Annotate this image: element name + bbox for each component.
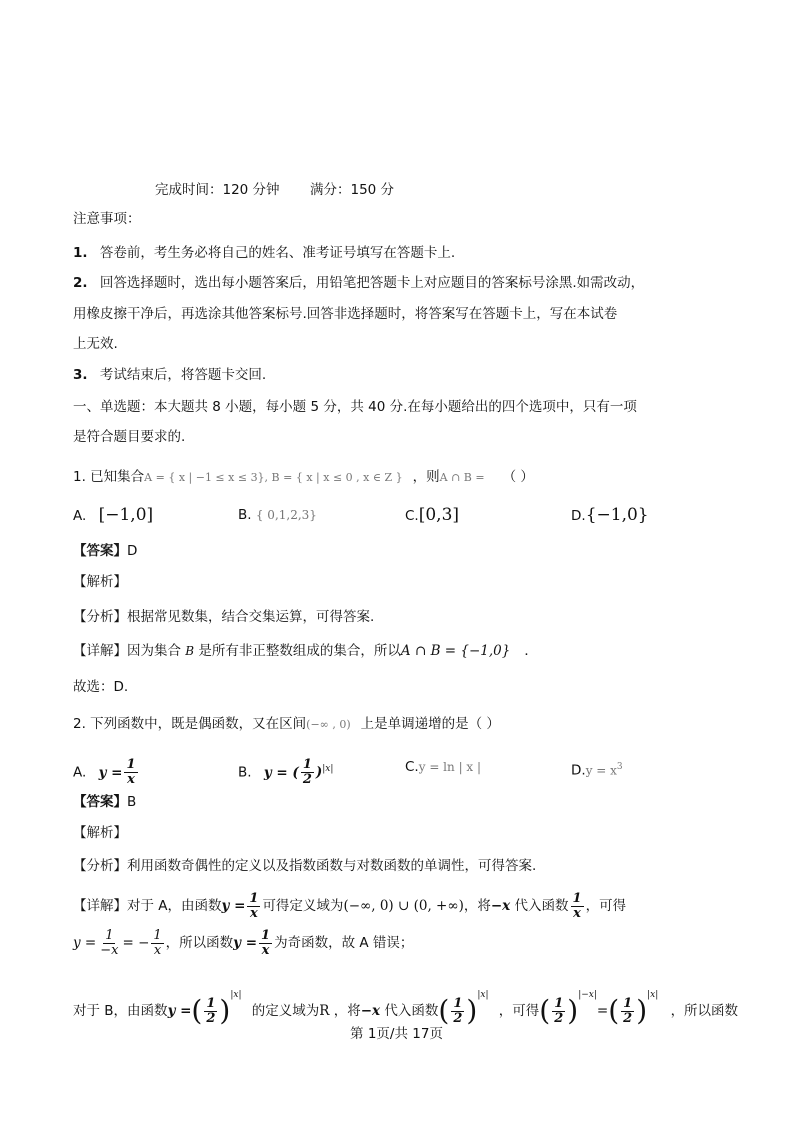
option-value: {−1,0} [585,505,649,525]
answer-value: B [127,794,137,810]
q2-option-c [405,758,481,776]
math-var: R [319,1003,330,1019]
right-paren: ) [636,994,648,1027]
exponent: |x| [477,990,489,1000]
option-label: B. [238,507,252,523]
denominator: −x [100,942,119,958]
fenxi-text: 利用函数奇偶性的定义以及指数函数与对数函数的单调性，可得答案. [127,858,537,874]
numerator: 1 [453,995,463,1011]
detail-text: 可得定义域为 [262,898,344,914]
detail-text: ． [524,643,538,659]
q2-option-a [73,758,140,787]
detail-text: 代入函数 [514,898,569,914]
detail-text: ，可得 [585,898,627,914]
denominator: 2 [302,772,312,787]
option-label: D. [571,508,586,524]
numerator: 1 [153,927,162,943]
right-paren: ) [466,994,478,1027]
notice-item-2-end: 上无效. [73,336,118,352]
numerator: 1 [126,757,136,772]
math-expr: y = [221,898,246,914]
notice-item-2-cont: 用橡皮擦干净后，再选涂其他答案标号.回答非选择题时，将答案写在答题卡上，写在本试卷 [73,306,618,322]
option-label: A. [73,764,87,781]
fraction [571,892,584,921]
question-text: 1. 已知集合 [73,469,145,485]
domain-expr: (−∞, 0) ∪ (0, +∞) [343,898,464,914]
detail-text: 因为集合 [127,643,181,659]
detail-text: 代入函数 [384,1003,439,1019]
denominator: 2 [623,1010,633,1026]
denominator: 2 [206,1010,216,1026]
option-label: A. [73,508,87,524]
denominator: x [127,772,135,787]
choose-line: 故选：D. [73,679,129,695]
exponent: |x| [322,764,334,774]
numerator: 1 [249,890,259,906]
fraction [124,758,137,787]
answer-paren: （ ） [502,469,534,485]
option-c [405,506,459,525]
full-score: 满分：150 分 [310,182,395,198]
option-label: B. [238,764,252,781]
notice-item-1 [73,244,455,262]
intersection-expr: A ∩ B = [439,471,485,484]
detail-tag: 【详解】 [73,898,127,914]
denominator: 2 [554,1010,564,1026]
math-var: −x [490,898,511,914]
interval: (−∞ , 0) [306,718,351,731]
right-paren: ) [219,994,231,1027]
numerator: 1 [105,927,114,943]
notice-num: 2. [73,275,88,291]
fenxi-tag: 【分析】 [73,858,127,874]
detail-line-3: 对于 B，由函数y =( $\frac{1}{2}$ )$^{|x|}$ 的定义域为R ，将−x 代入函数( $\frac{1}{2}$ )$^{|x|}$ ，可得( $\frac{1}{2}$ )$^{|-x|}$=( $\frac{1}{2}$ )$^{|x|}$ ，所以函数 [73,990,739,1027]
detail-line-1 [73,890,626,922]
answer-line [73,793,136,811]
question-text: ，则 [412,469,440,485]
numerator: 1 [572,890,582,906]
math-expr: = − [122,935,150,951]
left-paren: ( [438,994,450,1027]
exponent: |−x| [578,990,597,1000]
fenxi-line [73,857,536,875]
notice-item-3 [73,366,266,384]
option-value: y = x [585,763,617,778]
detail-text: 的定义域为 [251,1003,320,1019]
fraction [259,929,272,958]
detail-text: 对于 B，由函数 [73,1003,168,1019]
denominator: x [573,905,581,921]
notice-text: 回答选择题时，选出每小题答案后，用铅笔把答题卡上对应题目的答案标号涂黑.如需改动， [99,275,645,291]
section-heading: 一、单选题：本大题共 8 小题，每小题 5 分，共 40 分.在每小题给出的四个选项中，只有一项 [73,399,637,415]
page-footer: 第 1页/共 17页 [350,1026,443,1042]
option-value: y = ln | x | [418,760,482,774]
detail-line [73,642,538,660]
notice-text: 考试结束后，将答题卡交回. [99,367,267,383]
notice-text: 答卷前，考生务必将自己的姓名、准考证号填写在答题卡上. [99,245,456,261]
detail-text: ，所以函数 [165,935,234,951]
answer-line [73,542,137,560]
option-a [73,506,153,525]
fenxi-line [73,608,374,626]
detail-text: 对于 A，由函数 [127,898,222,914]
exponent: |x| [230,990,242,1000]
denominator: x [153,942,162,958]
answer-tag: 【答案】 [73,543,127,559]
left-paren: ( [608,994,620,1027]
option-d [571,506,649,525]
numerator: 1 [206,995,216,1011]
math-expr: y = [233,935,258,951]
math-var: −x [360,1003,381,1019]
math-expr: ) [315,764,323,781]
question-1-stem [73,468,534,487]
math-var: B [185,644,195,658]
notice-num: 3. [73,367,88,383]
detail-text: ，所以函数 [670,1003,739,1019]
fraction [247,892,260,921]
left-paren: ( [191,994,203,1027]
detail-text: ，将 [463,898,491,914]
option-value: { 0,1,2,3} [255,508,317,522]
math-expr: y = [73,935,97,951]
right-paren: ) [567,994,579,1027]
set-definition: A = { x | −1 ≤ x ≤ 3}, B = { x | x ≤ 0 , x ∈ Z } [144,471,403,484]
numerator: 1 [554,995,564,1011]
fraction [98,929,120,958]
exponent: 3 [616,762,623,772]
detail-text: ，可得 [498,1003,540,1019]
fenxi-tag: 【分析】 [73,609,127,625]
math-expr: A ∩ B = {−1,0} [400,643,511,659]
question-text: 2. 下列函数中，既是偶函数，又在区间 [73,716,307,732]
option-label: C. [405,759,419,775]
q2-option-d [571,758,623,780]
analysis-tag: 【解析】 [73,574,127,590]
analysis-tag: 【解析】 [73,825,127,841]
answer-value: D [127,543,138,559]
fraction [151,929,163,958]
numerator: 1 [261,927,271,943]
notice-title: 注意事项： [73,211,141,227]
detail-text: 为奇函数，故 A 错误； [274,935,414,951]
answer-tag: 【答案】 [73,794,127,810]
section-heading-cont: 是符合题目要求的. [73,429,186,445]
left-paren: ( [539,994,551,1027]
option-label: C. [405,508,419,524]
numerator: 1 [302,757,312,772]
detail-tag: 【详解】 [73,643,127,659]
option-value: [0,3] [418,505,460,525]
question-text: 上是单调递增的是（ ） [360,716,500,732]
option-label: D. [571,762,586,779]
math-expr: y = ( [263,764,299,781]
denominator: x [250,905,258,921]
math-expr: y = [167,1003,192,1019]
question-2-stem [73,715,500,734]
fraction [301,758,314,787]
denominator: 2 [453,1010,463,1026]
notice-num: 1. [73,245,88,261]
math-expr: y = [98,764,123,781]
detail-text: 是所有非正整数组成的集合，所以 [198,643,401,659]
notice-item-2 [73,274,644,292]
option-b [238,506,317,524]
detail-line-2 [73,927,413,959]
detail-text: ，将 [333,1003,361,1019]
q2-option-b [238,758,333,787]
completion-time: 完成时间：120 分钟 [155,182,280,198]
denominator: x [261,942,270,958]
fenxi-text: 根据常见数集，结合交集运算，可得答案. [127,609,375,625]
option-value: [−1,0] [98,505,154,525]
exponent: |x| [647,990,659,1000]
numerator: 1 [623,995,633,1011]
